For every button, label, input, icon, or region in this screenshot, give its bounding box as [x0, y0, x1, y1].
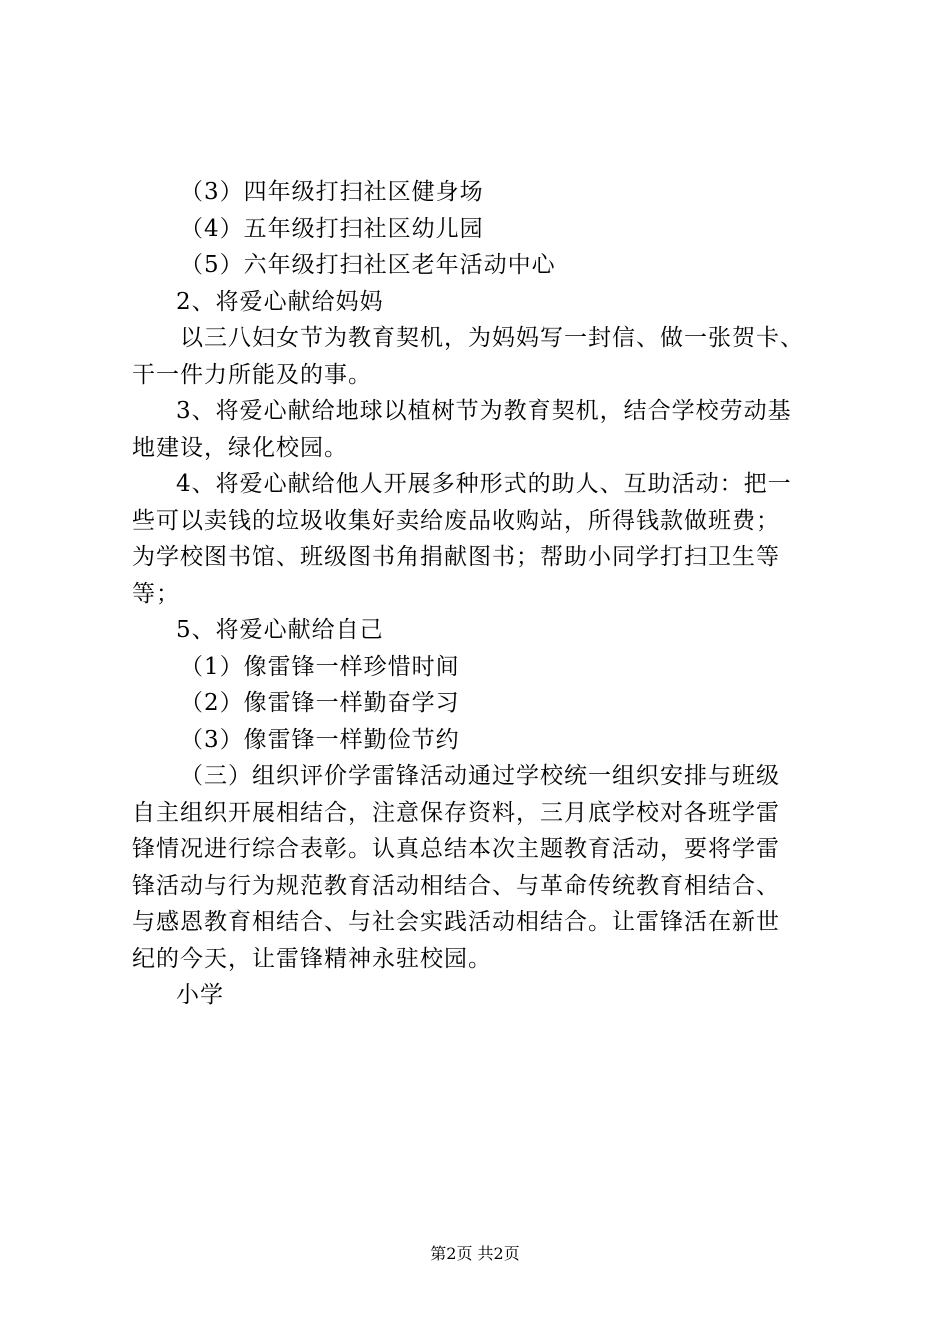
text-line: 锋活动与行为规范教育活动相结合、与革命传统教育相结合、 — [132, 872, 780, 899]
text-line: 自主组织开展相结合，注意保存资料，三月底学校对各班学雷 — [132, 799, 780, 826]
text-line: 5、将爱心献给自己 — [176, 617, 384, 643]
text-line: 为学校图书馆、班级图书角捐献图书；帮助小同学打扫卫生等 — [132, 544, 780, 570]
text-line: （3）像雷锋一样勤俭节约 — [180, 726, 460, 753]
text-line: （三）组织评价学雷锋活动通过学校统一组织安排与班级 — [180, 763, 780, 789]
text-line: 以三八妇女节为教育契机，为妈妈写一封信、做一张贺卡、 — [180, 325, 804, 351]
text-line: （5）六年级打扫社区老年活动中心 — [180, 252, 556, 278]
text-line: （1）像雷锋一样珍惜时间 — [180, 653, 460, 680]
text-line: （3）四年级打扫社区健身场 — [180, 179, 484, 205]
text-line: 些可以卖钱的垃圾收集好卖给废品收购站，所得钱款做班费； — [132, 507, 780, 534]
text-line: （2）像雷锋一样勤奋学习 — [180, 690, 460, 716]
text-line: 3、将爱心献给地球以植树节为教育契机，结合学校劳动基 — [176, 398, 792, 424]
text-line: 2、将爱心献给妈妈 — [176, 288, 384, 315]
text-line: （4）五年级打扫社区幼儿园 — [180, 215, 484, 242]
text-line: 地建设，绿化校园。 — [132, 434, 348, 461]
text-line: 锋情况进行综合表彰。认真总结本次主题教育活动，要将学雷 — [132, 836, 780, 862]
text-line: 干一件力所能及的事。 — [132, 361, 372, 388]
page-footer: 第2页 共2页 — [430, 1244, 520, 1263]
text-line: 纪的今天，让雷锋精神永驻校园。 — [132, 945, 492, 972]
document-body — [132, 174, 832, 1014]
text-line: 小学 — [176, 982, 224, 1008]
text-line: 4、将爱心献给他人开展多种形式的助人、互助活动：把一 — [176, 471, 792, 497]
text-line: 与感恩教育相结合、与社会实践活动相结合。让雷锋活在新世 — [132, 909, 780, 935]
text-line: 等； — [132, 580, 180, 607]
